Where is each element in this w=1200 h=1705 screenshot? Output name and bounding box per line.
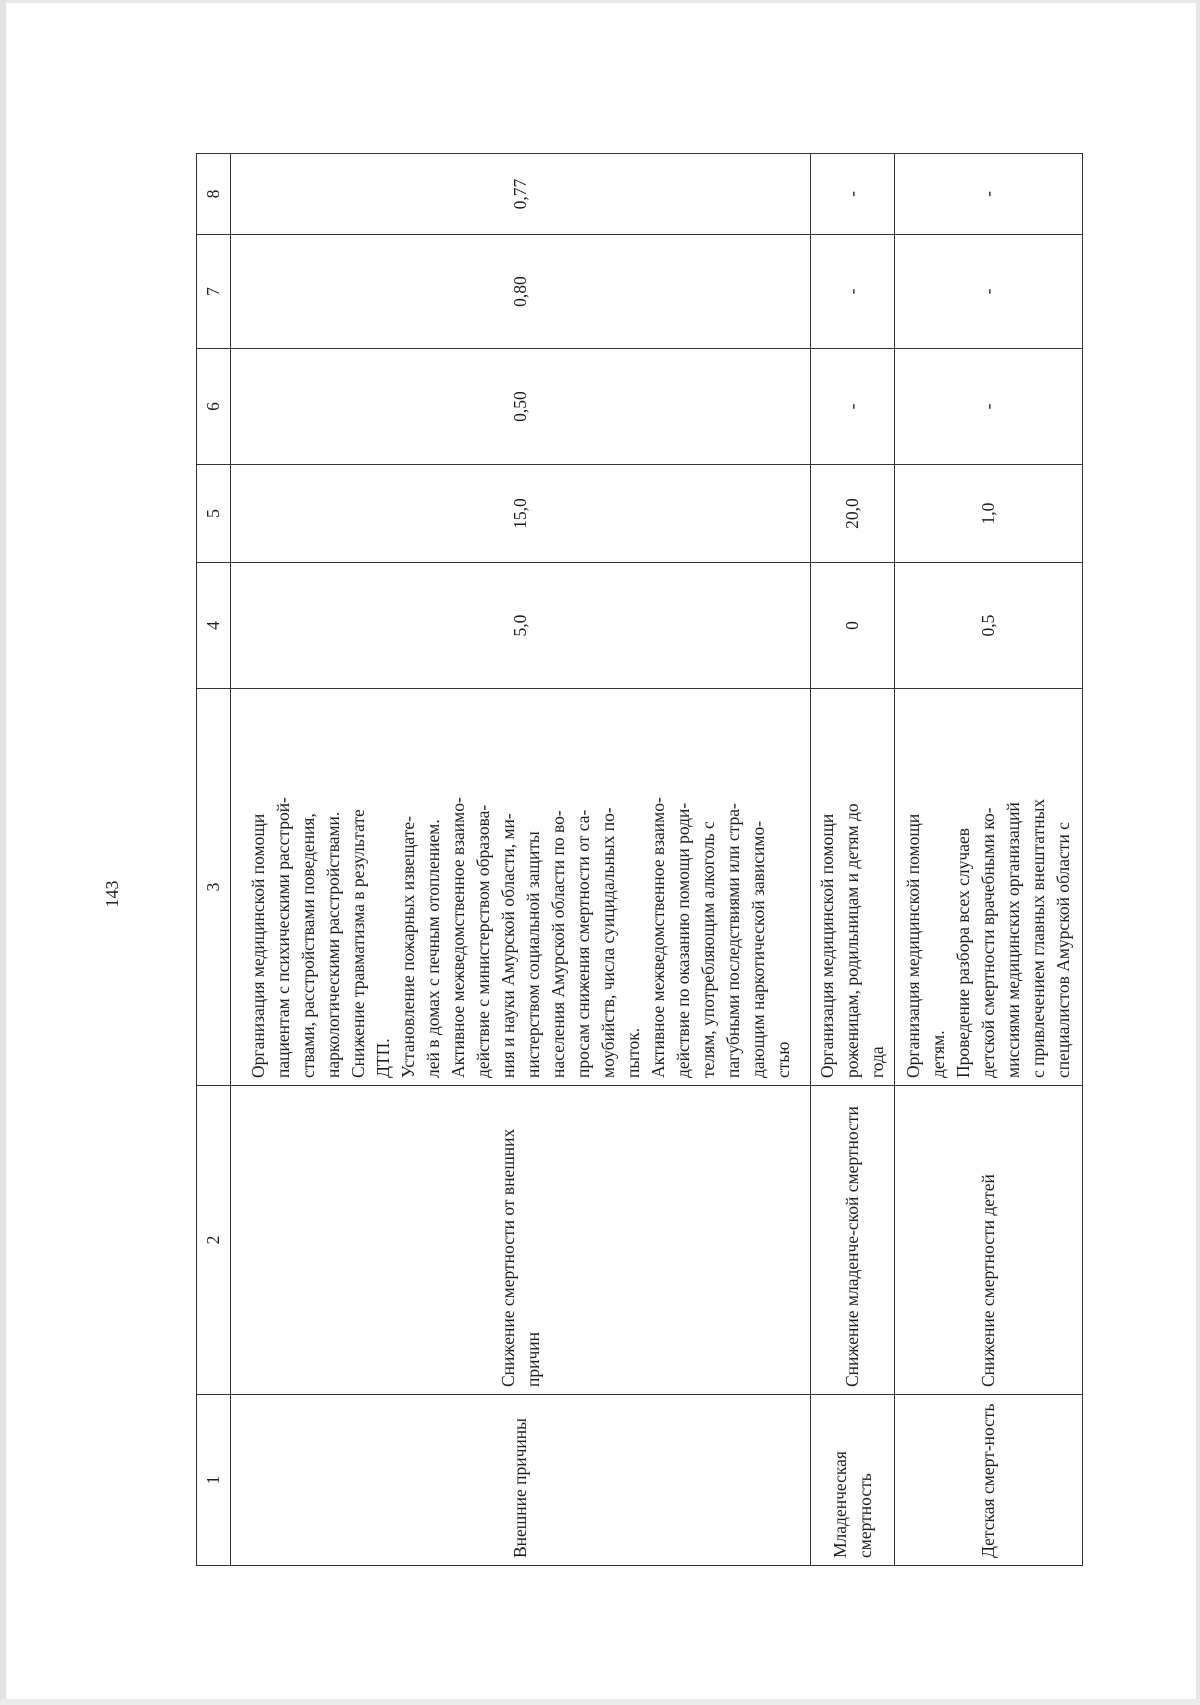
measures-table bbox=[196, 153, 1083, 1566]
task-cell: Снижение младенче-ской смертности bbox=[811, 1086, 895, 1395]
value-cell: 0,5 bbox=[895, 563, 1083, 689]
measure-line: Активное межведомственное взаимо- bbox=[647, 797, 668, 1078]
measure-line: Активное межведомственное взаимо- bbox=[447, 797, 468, 1078]
measure-line: ствами, расстройствами поведения, bbox=[297, 813, 318, 1078]
measure-line: наркологическими расстройствами. bbox=[322, 811, 343, 1078]
rotated-table-wrapper bbox=[196, 154, 1076, 1566]
measure-line: Организация медицинской помощи bbox=[247, 813, 268, 1078]
column-number: 8 bbox=[197, 154, 231, 235]
value-cell: - bbox=[811, 235, 895, 349]
measure-line: специалистов Амурской области с bbox=[1053, 822, 1073, 1078]
value-cell: - bbox=[895, 349, 1083, 465]
column-number-row bbox=[197, 154, 231, 1566]
column-number: 4 bbox=[197, 563, 231, 689]
measure-line: детям. bbox=[928, 1030, 948, 1078]
measure-line: Установление пожарных извещате- bbox=[397, 816, 418, 1078]
column-number: 6 bbox=[197, 349, 231, 465]
measure-line: ДТП. bbox=[372, 1038, 393, 1078]
measure-line: ния и науки Амурской области, ми- bbox=[497, 813, 518, 1078]
measure-line: Организация медицинской помощи bbox=[903, 813, 923, 1078]
measure-line: телям, употребляющим алкоголь с bbox=[697, 821, 718, 1078]
value-cell: - bbox=[811, 349, 895, 465]
measure-line: нистерством социальной защиты bbox=[522, 831, 543, 1078]
measure-line: действие по оказанию помощи роди- bbox=[672, 802, 693, 1078]
measure-line: пагубными последствиями или стра- bbox=[722, 803, 743, 1078]
measure-line: лей в домах с печным отоплением. bbox=[422, 819, 443, 1078]
value-cell: 1,0 bbox=[895, 465, 1083, 563]
measure-line: просам снижения смертности от са- bbox=[572, 809, 593, 1078]
scan-edge-top bbox=[0, 0, 1200, 3]
value-cell: 0 bbox=[811, 563, 895, 689]
measure-line: детской смертности врачебными ко- bbox=[978, 807, 998, 1078]
task-cell: Снижение смертности от внешних причин bbox=[231, 1086, 811, 1395]
column-number: 1 bbox=[197, 1395, 231, 1566]
column-number: 5 bbox=[197, 465, 231, 563]
table-row bbox=[895, 154, 1083, 1566]
scan-edge-right bbox=[1196, 0, 1200, 1705]
measure-line: роженицам, родильницам и детям до bbox=[842, 803, 862, 1078]
value-cell: 20,0 bbox=[811, 465, 895, 563]
column-number: 3 bbox=[197, 689, 231, 1086]
measure-line: пыток. bbox=[622, 1027, 643, 1078]
measure-line: миссиями медицинских организаций bbox=[1003, 802, 1023, 1078]
measure-line: населения Амурской области по во- bbox=[547, 810, 568, 1078]
task-cell: Снижение смертности детей bbox=[895, 1086, 1083, 1395]
value-cell: 0,80 bbox=[231, 235, 811, 349]
measures-cell bbox=[811, 689, 895, 1086]
measure-line: Проведение разбора всех случаев bbox=[953, 827, 973, 1078]
measure-line: дающим наркотической зависимо- bbox=[747, 820, 768, 1078]
measure-line: года bbox=[867, 1046, 887, 1078]
column-number: 2 bbox=[197, 1086, 231, 1395]
table-row bbox=[231, 154, 811, 1566]
value-cell: - bbox=[811, 154, 895, 235]
measure-line: моубийств, числа суицидальных по- bbox=[597, 807, 618, 1078]
table-row bbox=[811, 154, 895, 1566]
scan-edge-bottom bbox=[0, 1699, 1200, 1705]
value-cell: 0,77 bbox=[231, 154, 811, 235]
value-cell: 0,50 bbox=[231, 349, 811, 465]
value-cell: - bbox=[895, 235, 1083, 349]
column-number: 7 bbox=[197, 235, 231, 349]
value-cell: - bbox=[895, 154, 1083, 235]
measure-line: пациентам с психическими расстрой- bbox=[272, 797, 293, 1078]
measure-line: действие с министерством образова- bbox=[472, 804, 493, 1078]
measure-line: Снижение травматизма в результате bbox=[347, 809, 368, 1078]
measures-cell bbox=[895, 689, 1083, 1086]
measure-line: Организация медицинской помощи bbox=[817, 813, 837, 1078]
measure-line: с привлечением главных внештатных bbox=[1028, 798, 1048, 1078]
value-cell: 5,0 bbox=[231, 563, 811, 689]
indicator-cell: Детская смерт-ность bbox=[895, 1395, 1083, 1566]
indicator-cell: Внешние причины bbox=[231, 1395, 811, 1566]
page-number: 143 bbox=[102, 880, 122, 908]
measures-cell bbox=[231, 689, 811, 1086]
indicator-cell: Младенческая смертность bbox=[811, 1395, 895, 1566]
scan-edge-left bbox=[0, 0, 6, 1705]
value-cell: 15,0 bbox=[231, 465, 811, 563]
measure-line: стью bbox=[772, 1041, 793, 1078]
